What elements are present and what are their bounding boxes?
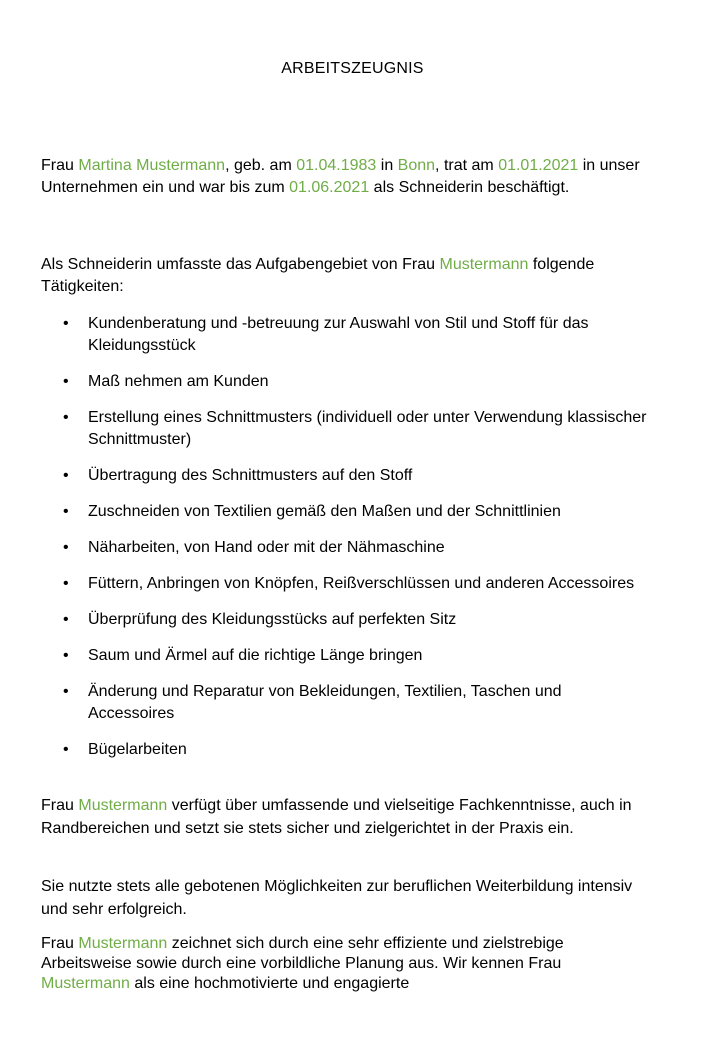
training-paragraph: [41, 875, 641, 921]
birth-date: 01.04.1983: [296, 157, 377, 174]
list-item: • Erstellung eines Schnittmusters (individuell oder unter Verwendung klassischer Schnittmuster): [41, 407, 651, 451]
employee-name: Martina Mustermann: [78, 157, 226, 174]
work-style-surname: Mustermann: [78, 935, 168, 952]
knowledge-paragraph: [41, 794, 641, 840]
intro-entered-text: , trat am: [435, 157, 494, 174]
list-item: • Zuschneiden von Textilien gemäß den Maßen und der Schnittlinien: [41, 501, 651, 523]
training-text: Sie nutzte stets alle gebotenen Möglichkeiten zur beruflichen Weiterbildung intensiv und sehr erfolgreich.: [41, 878, 633, 918]
intro-born-text: , geb. am: [225, 157, 292, 174]
work-style-end-text: als eine hochmotivierte und engagierte: [134, 975, 410, 992]
document-title: ARBEITSZEUGNIS: [281, 60, 424, 77]
work-style-text: zeichnet sich durch eine sehr effiziente und zielstrebige Arbeitsweise sowie durch eine vorbildliche Planung aus. Wir kennen Frau: [41, 935, 564, 972]
tasks-intro-surname: Mustermann: [439, 256, 529, 273]
list-item: • Füttern, Anbringen von Knöpfen, Reißverschlüssen und anderen Accessoires: [41, 573, 651, 595]
work-style-surname-2: Mustermann: [41, 975, 130, 992]
work-style-paragraph: [41, 934, 641, 994]
intro-middle-text: in unser Unternehmen ein und war bis zum: [41, 157, 640, 196]
list-item: • Näharbeiten, von Hand oder mit der Nähmaschine: [41, 537, 651, 559]
knowledge-surname: Mustermann: [78, 797, 168, 814]
list-item: • Saum und Ärmel auf die richtige Länge bringen: [41, 645, 651, 667]
start-date: 01.01.2021: [498, 157, 579, 174]
task-list: [41, 313, 651, 775]
tasks-intro-paragraph: [41, 254, 641, 298]
list-item: • Übertragung des Schnittmusters auf den Stoff: [41, 465, 651, 487]
knowledge-text: verfügt über umfassende und vielseitige Fachkenntnisse, auch in Randbereichen und setzt sie stets sicher und zielgerichtet in der Praxis ein.: [41, 797, 632, 837]
intro-in-text: in: [380, 157, 394, 174]
work-style-salutation: Frau: [41, 935, 74, 952]
knowledge-salutation: Frau: [41, 797, 74, 814]
intro-salutation: Frau: [41, 157, 74, 174]
intro-end-text: als Schneiderin beschäftigt.: [373, 179, 570, 196]
tasks-intro-text: Als Schneiderin umfasste das Aufgabengebiet von Frau: [41, 256, 436, 273]
list-item: • Änderung und Reparatur von Bekleidungen, Textilien, Taschen und Accessoires: [41, 681, 651, 725]
list-item: • Kundenberatung und -betreuung zur Auswahl von Stil und Stoff für das Kleidungsstück: [41, 313, 651, 357]
birth-place: Bonn: [397, 157, 436, 174]
list-item: • Maß nehmen am Kunden: [41, 371, 651, 393]
tasks-intro-end-text: folgende Tätigkeiten:: [41, 256, 595, 295]
list-item: • Überprüfung des Kleidungsstücks auf perfekten Sitz: [41, 609, 651, 631]
intro-paragraph: [41, 155, 641, 199]
end-date: 01.06.2021: [289, 179, 370, 196]
list-item: • Bügelarbeiten: [41, 739, 651, 761]
